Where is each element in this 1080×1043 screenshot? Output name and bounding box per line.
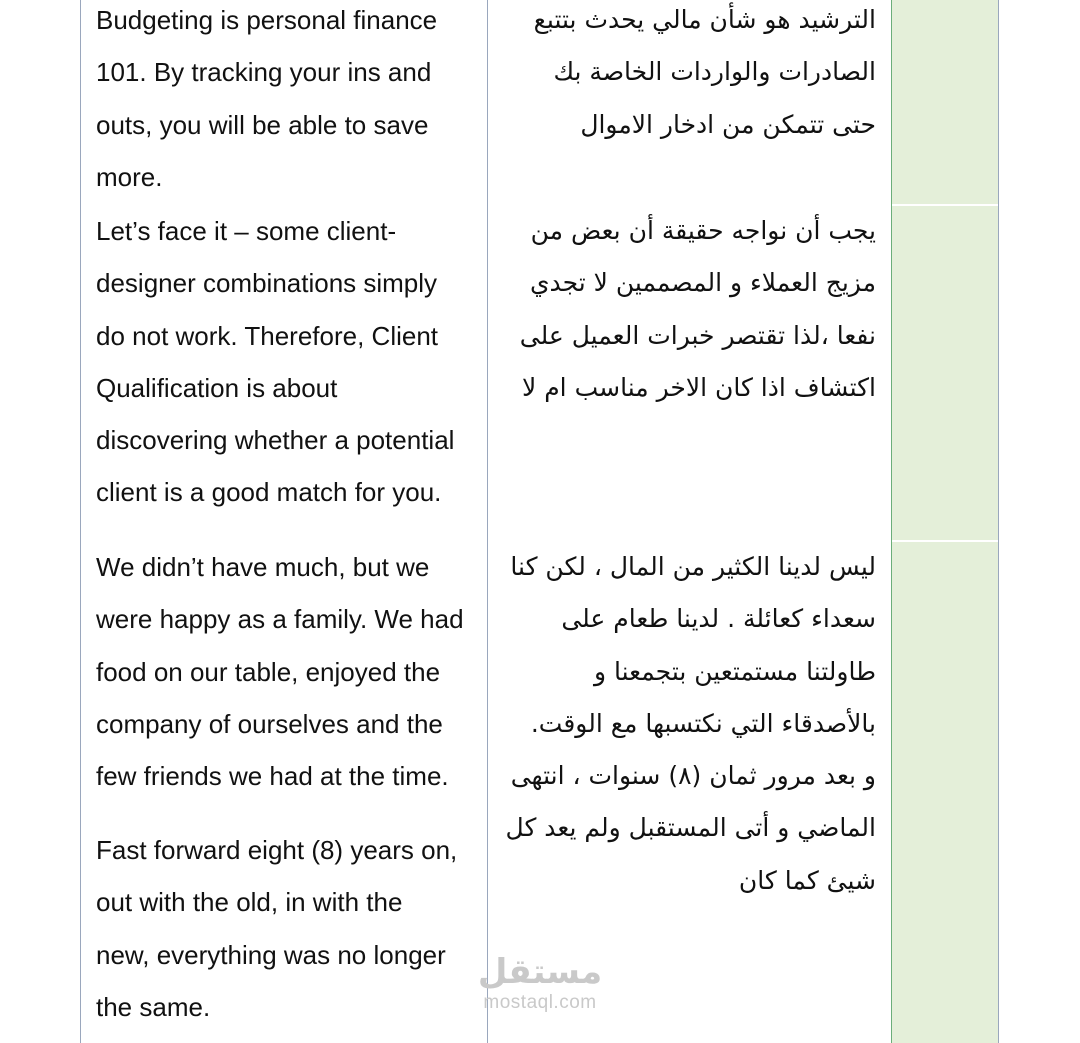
text-line: company of ourselves and the xyxy=(96,708,443,739)
text-line: بالأصدقاء التي نكتسبها مع الوقت. xyxy=(530,708,876,738)
text-line: نفعا ،لذا تقتصر خبرات العميل على xyxy=(519,320,876,350)
english-paragraph-family xyxy=(96,541,481,802)
table-border-left xyxy=(80,0,81,1043)
english-paragraph-fast-forward xyxy=(96,824,481,1033)
text-line: out with the old, in with the xyxy=(96,887,403,918)
text-line: حتى تتمكن من ادخار الاموال xyxy=(580,109,876,139)
row-separator xyxy=(892,204,998,206)
text-line: discovering whether a potential xyxy=(96,425,455,456)
english-paragraph-budgeting xyxy=(96,0,481,203)
text-line: Let’s face it – some client- xyxy=(96,216,397,246)
text-line: more. xyxy=(96,161,163,192)
text-line: do not work. Therefore, Client xyxy=(96,320,439,351)
text-line: few friends we had at the time. xyxy=(96,761,449,792)
text-line: طاولتنا مستمتعين بتجمعنا و xyxy=(593,656,876,686)
text-line: الترشيد هو شأن مالي يحدث بتتبع xyxy=(533,5,876,34)
text-line: و بعد مرور ثمان (٨) سنوات ، انتهى xyxy=(510,761,876,791)
row-separator xyxy=(892,540,998,542)
text-line: were happy as a family. We had xyxy=(96,604,464,635)
mostaql-watermark xyxy=(470,952,610,1014)
text-line: مزيج العملاء و المصممين لا تجدي xyxy=(529,268,876,298)
text-line: سعداء كعائلة . لدينا طعام على xyxy=(561,604,876,634)
text-line: food on our table, enjoyed the xyxy=(96,656,441,687)
text-line: الصادرات والواردات الخاصة بك xyxy=(553,57,876,87)
arabic-paragraph-budgeting xyxy=(500,0,876,151)
column-divider xyxy=(487,0,488,1043)
text-line: the same. xyxy=(96,991,211,1022)
text-line: يجب أن نواجه حقيقة أن بعض من xyxy=(530,216,876,245)
text-line: Qualification is about xyxy=(96,372,338,403)
text-line: الماضي و أتى المستقبل ولم يعد كل xyxy=(505,813,876,843)
text-line: new, everything was no longer xyxy=(96,939,446,970)
watermark-latin: mostaql.com xyxy=(483,992,597,1013)
arabic-paragraph-family xyxy=(500,541,876,907)
watermark-arabic: مستقل xyxy=(477,952,603,992)
table-border-right xyxy=(998,0,999,1043)
text-line: ليس لدينا الكثير من المال ، لكن كنا xyxy=(510,552,876,581)
text-line: client is a good match for you. xyxy=(96,477,442,508)
column-divider-green xyxy=(891,0,892,1043)
text-line: We didn’t have much, but we xyxy=(96,552,430,582)
arabic-paragraph-client-qualification xyxy=(500,205,876,414)
empty-green-column xyxy=(892,0,998,1043)
text-line: designer combinations simply xyxy=(96,268,438,299)
text-line: Fast forward eight (8) years on, xyxy=(96,835,458,865)
english-paragraph-client-qualification xyxy=(96,205,481,519)
text-line: Budgeting is personal finance xyxy=(96,5,438,35)
text-line: outs, you will be able to save xyxy=(96,109,429,140)
text-line: شيئ كما كان xyxy=(738,865,876,895)
text-line: اكتشاف اذا كان الاخر مناسب ام لا xyxy=(522,372,876,402)
text-line: 101. By tracking your ins and xyxy=(96,57,432,88)
